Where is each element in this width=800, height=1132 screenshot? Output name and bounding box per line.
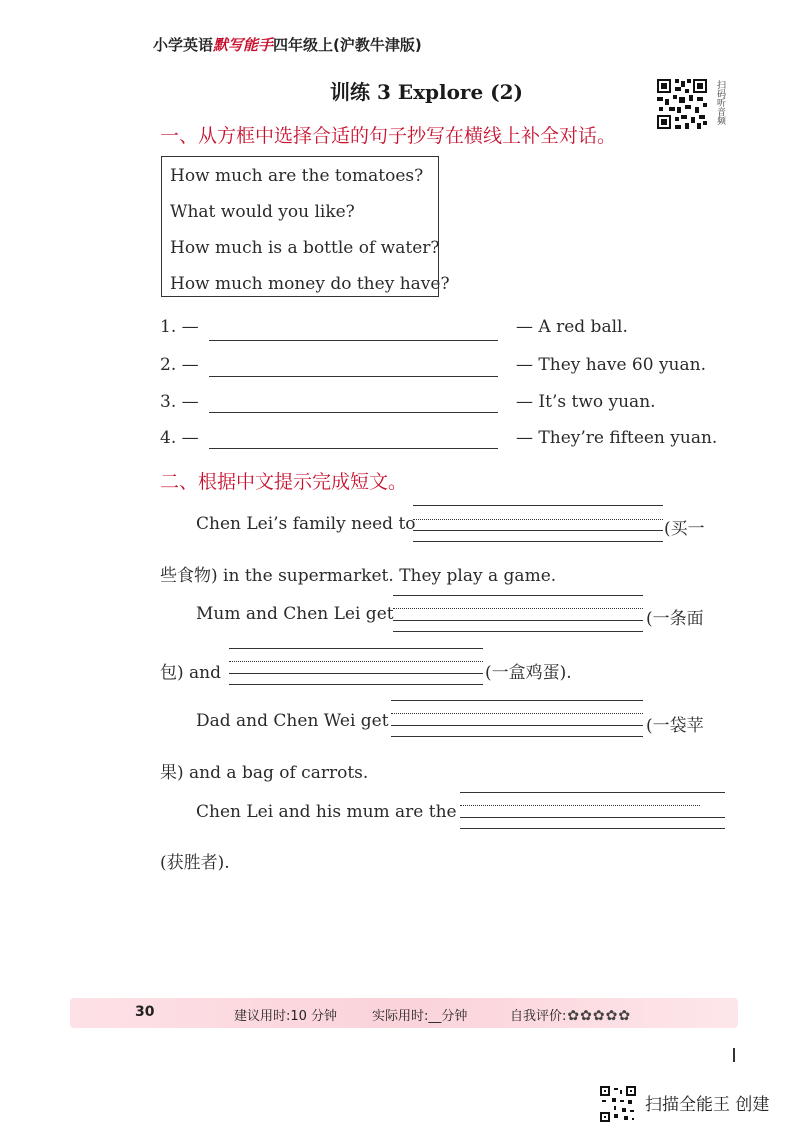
- answer-line[interactable]: [393, 620, 643, 621]
- option-sentence: What would you like?: [170, 202, 355, 222]
- writing-guide-line: [413, 519, 663, 520]
- option-sentence: How much is a bottle of water?: [170, 238, 440, 258]
- passage-text: 果) and a bag of carrots.: [160, 763, 369, 783]
- writing-guide-line: [391, 700, 643, 701]
- writing-guide-line: [460, 805, 700, 806]
- brand-name: 默写能手: [213, 36, 274, 54]
- flower-icon[interactable]: ✿: [618, 1008, 631, 1024]
- page-number: 30: [135, 1004, 155, 1020]
- writing-guide-line: [413, 505, 663, 506]
- writing-guide-line: [391, 713, 643, 714]
- option-sentence: How much are the tomatoes?: [170, 166, 424, 186]
- option-sentence: How much money do they have?: [170, 274, 450, 294]
- dialogue-reply: — They’re fifteen yuan.: [516, 428, 718, 448]
- question-number: 1. —: [160, 317, 199, 337]
- section-two-heading: 二、根据中文提示完成短文。: [160, 471, 408, 493]
- dialogue-reply: — A red ball.: [516, 317, 628, 337]
- writing-guide-line: [229, 684, 483, 685]
- dialogue-reply: — It’s two yuan.: [516, 392, 656, 412]
- flower-icon[interactable]: ✿: [580, 1008, 592, 1024]
- qr-caption: 扫码听音频: [715, 80, 725, 125]
- writing-guide-line: [391, 736, 643, 737]
- chinese-hint: (买一: [664, 519, 705, 539]
- dialogue-reply: — They have 60 yuan.: [516, 355, 706, 375]
- scanner-qr-icon: [600, 1086, 636, 1122]
- writing-guide-line: [229, 661, 483, 662]
- qr-code-icon: [655, 77, 709, 131]
- passage-text: 些食物) in the supermarket. They play a game.: [160, 566, 557, 586]
- answer-line[interactable]: [391, 725, 643, 726]
- book-header: [153, 34, 422, 55]
- flower-icon[interactable]: ✿: [592, 1008, 605, 1024]
- answer-line[interactable]: [209, 412, 498, 413]
- passage-text: Mum and Chen Lei get: [196, 604, 394, 624]
- book-grade: 四年级上(沪教牛津版): [273, 36, 422, 54]
- chinese-hint: (一条面: [646, 609, 704, 629]
- answer-line[interactable]: [413, 530, 663, 531]
- options-box: [161, 156, 450, 297]
- suggested-time: 建议用时:10 分钟: [234, 1009, 338, 1024]
- question-number: 2. —: [160, 355, 199, 375]
- margin-mark: [733, 1048, 735, 1062]
- chinese-hint: (一袋苹: [646, 716, 704, 736]
- passage-text: Chen Lei’s family need to: [196, 514, 416, 534]
- writing-guide-line: [229, 648, 483, 649]
- self-evaluation: [510, 1005, 630, 1024]
- answer-line[interactable]: [209, 340, 498, 341]
- chinese-hint: (一盒鸡蛋).: [485, 663, 572, 683]
- answer-line[interactable]: [229, 673, 483, 674]
- passage-text: Dad and Chen Wei get: [196, 711, 389, 731]
- writing-guide-line: [413, 541, 663, 542]
- passage-text: 包) and: [160, 663, 222, 683]
- writing-guide-line: [393, 608, 643, 609]
- answer-line[interactable]: [209, 376, 498, 377]
- flower-icon[interactable]: ✿: [605, 1008, 618, 1024]
- scanner-watermark: 扫描全能王 创建: [645, 1095, 770, 1115]
- question-number: 4. —: [160, 428, 199, 448]
- writing-guide-line: [393, 631, 643, 632]
- question-number: 3. —: [160, 392, 199, 412]
- book-series: 小学英语: [153, 36, 214, 54]
- answer-line[interactable]: [209, 448, 498, 449]
- passage-text: Chen Lei and his mum are the: [196, 802, 457, 822]
- flower-icon[interactable]: ✿: [567, 1008, 580, 1024]
- writing-guide-line: [393, 595, 643, 596]
- answer-line[interactable]: [460, 817, 725, 818]
- chinese-hint: (获胜者).: [160, 853, 230, 873]
- section-one-heading: 一、从方框中选择合适的句子抄写在横线上补全对话。: [160, 125, 617, 147]
- writing-guide-line: [460, 828, 725, 829]
- writing-guide-line: [460, 792, 725, 793]
- self-evaluation-label: 自我评价:: [510, 1009, 567, 1024]
- actual-time: 实际用时:__分钟: [372, 1009, 468, 1024]
- page-title: 训练 3 Explore (2): [330, 80, 523, 104]
